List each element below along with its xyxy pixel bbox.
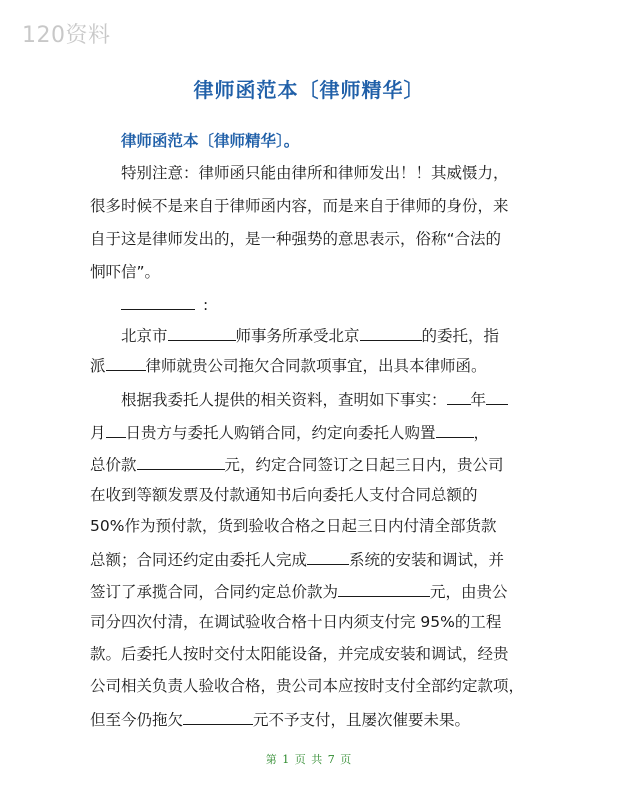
text-segment: 年 [470, 391, 487, 409]
body-line-8 [121, 388, 508, 410]
body-line-16: 款。后委托人按时交付太阳能设备，并完成安装和调试，经贵 [90, 645, 509, 663]
body-line-18 [90, 708, 470, 730]
contract-price-blank [338, 580, 430, 597]
body-line-13 [90, 548, 504, 570]
text-segment: 系统的安装和调试，并 [349, 551, 505, 569]
text-segment: 但至今仍拖欠 [90, 711, 184, 729]
text-segment: 总价款 [90, 456, 137, 474]
text-segment: 师事务所承受北京 [235, 327, 360, 345]
recipient-blank [121, 293, 195, 310]
body-line-4: 恫吓信”。 [90, 263, 161, 281]
arrears-blank [183, 708, 253, 725]
text-segment: 签订了承揽合同，合同约定总价款为 [90, 583, 339, 601]
text-segment: 北京市 [121, 327, 168, 345]
text-segment: 元，由贵公 [430, 583, 508, 601]
body-line-1: 特别注意：律师函只能由律所和律师发出！！其威慑力， [121, 164, 509, 182]
text-segment: 元，约定合同签订之日起三日内，贵公司 [224, 456, 504, 474]
year-blank [447, 388, 471, 405]
salutation-colon: : [203, 296, 209, 314]
text-segment: ， [473, 424, 490, 442]
body-line-7 [90, 354, 487, 376]
lawyer-blank [106, 354, 146, 371]
text-segment: 元不予支付，且屡次催要未果。 [253, 711, 471, 729]
law-firm-blank [168, 324, 236, 341]
month-blank [486, 388, 508, 405]
body-line-17: 公司相关负责人验收合格，贵公司本应按时支付全部约定款项， [90, 677, 525, 695]
page-number: 第 1 页 共 7 页 [265, 753, 353, 766]
text-segment: 日贵方与委托人购销合同，约定向委托人购置 [125, 424, 436, 442]
total-price-blank [137, 453, 225, 470]
document-subtitle: 律师函范本〔律师精华〕。 [121, 132, 300, 150]
body-line-6 [121, 324, 499, 346]
system-blank [307, 548, 349, 565]
day-blank [106, 421, 126, 438]
body-line-11: 在收到等额发票及付款通知书后向委托人支付合同总额的 [90, 486, 478, 504]
client-blank [360, 324, 422, 341]
body-line-3: 自于这是律师发出的，是一种强势的意思表示，俗称“合法的 [90, 230, 502, 248]
salutation-line [121, 293, 208, 315]
text-segment: 律师就贵公司拖欠合同款项事宜，出具本律师函。 [145, 357, 487, 375]
document-title: 律师函范本〔律师精华〕 [193, 78, 425, 102]
text-segment: 根据我委托人提供的相关资料，查明如下事实： [121, 391, 447, 409]
body-line-9 [90, 421, 489, 443]
body-line-14 [90, 580, 508, 602]
text-segment: 的委托，指 [421, 327, 500, 345]
body-line-15: 司分四次付清，在调试验收合格十日内须支付完 95%的工程 [90, 613, 502, 631]
body-line-12: 50%作为预付款，货到验收合格之日起三日内付清全部货款 [90, 517, 497, 535]
body-line-10 [90, 453, 504, 475]
text-segment: 总额；合同还约定由委托人完成 [90, 551, 308, 569]
watermark-logo: 120资料 [22, 23, 111, 48]
body-line-2: 很多时候不是来自于律师函内容，而是来自于律师的身份，来 [90, 197, 509, 215]
text-segment: 派 [90, 357, 106, 375]
text-segment: 月 [90, 424, 106, 442]
goods-blank [436, 421, 474, 438]
